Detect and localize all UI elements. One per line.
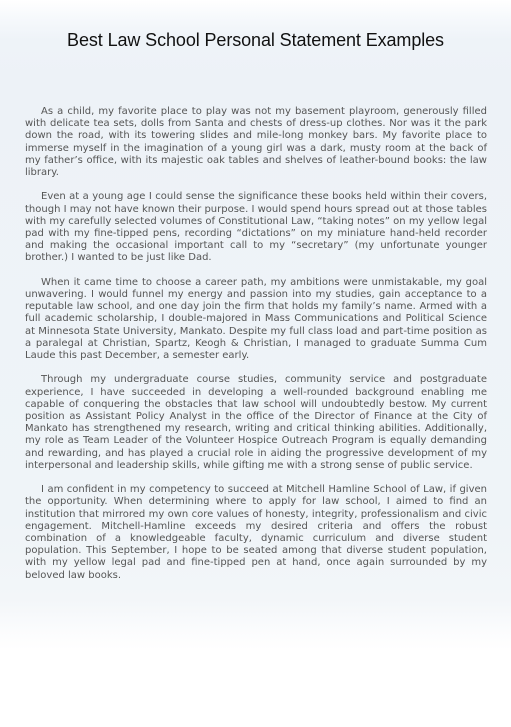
paragraph-childhood: As a child, my favorite place to play was not my basement playroom, generously filled with delicate tea sets, dolls from Santa and chests of dress-up clothes. Nor was it the park down the road, with its towering slides and mile-long monkey bars. My favorite place to immerse myself in the imagination of a young girl was a dark, musty room at the back of my father’s office, with its majestic oak tables and shelves of leather-bound books: the law library. bbox=[25, 106, 487, 179]
document-title: Best Law School Personal Statement Examples bbox=[67, 30, 444, 50]
document-body bbox=[25, 106, 487, 594]
paragraph-young-age: Even at a young age I could sense the significance these books held within their covers, though I may not have known their purpose. I would spend hours spread out at those tables with my carefully selected volumes of Constitutional Law, “taking notes” on my yellow legal pad with my fine-tipped pens, recording “dictations” on my miniature hand-held recorder and making the occasional important call to my “secretary” (my unfortunate younger brother.) I wanted to be just like Dad. bbox=[25, 191, 487, 264]
paragraph-career-path: When it came time to choose a career path, my ambitions were unmistakable, my goal unwavering. I would funnel my energy and passion into my studies, gain acceptance to a reputable law school, and one day join the firm that holds my family’s name. Armed with a full academic scholarship, I double-majored in Mass Communications and Political Science at Minnesota State University, Mankato. Despite my full class load and part-time position as a paralegal at Christian, Spartz, Keogh & Christian, I managed to graduate Summa Cum Laude this past December, a semester early. bbox=[25, 276, 487, 362]
paragraph-confidence: I am confident in my competency to succeed at Mitchell Hamline School of Law, if given the opportunity. When determining where to apply for law school, I aimed to find an institution that mirrored my own core values of honesty, integrity, professionalism and civic engagement. Mitchell-Hamline exceeds my desired criteria and offers the robust combination of a knowledgeable faculty, dynamic curriculum and diverse student population. This September, I hope to be seated among that diverse student population, with my yellow legal pad and fine-tipped pen at hand, once again surrounded by my beloved law books. bbox=[25, 484, 487, 581]
paragraph-experience: Through my undergraduate course studies, community service and postgraduate experience, I have succeeded in developing a well-rounded background enabling me capable of conquering the obstacles that law school will undoubtedly bestow. My current position as Assistant Policy Analyst in the office of the Director of Finance at the City of Mankato has strengthened my research, writing and critical thinking abilities. Additionally, my role as Team Leader of the Volunteer Hospice Outreach Program is equally demanding and rewarding, and has played a crucial role in aiding the progressive development of my interpersonal and leadership skills, while gifting me with a strong sense of public service. bbox=[25, 374, 487, 471]
